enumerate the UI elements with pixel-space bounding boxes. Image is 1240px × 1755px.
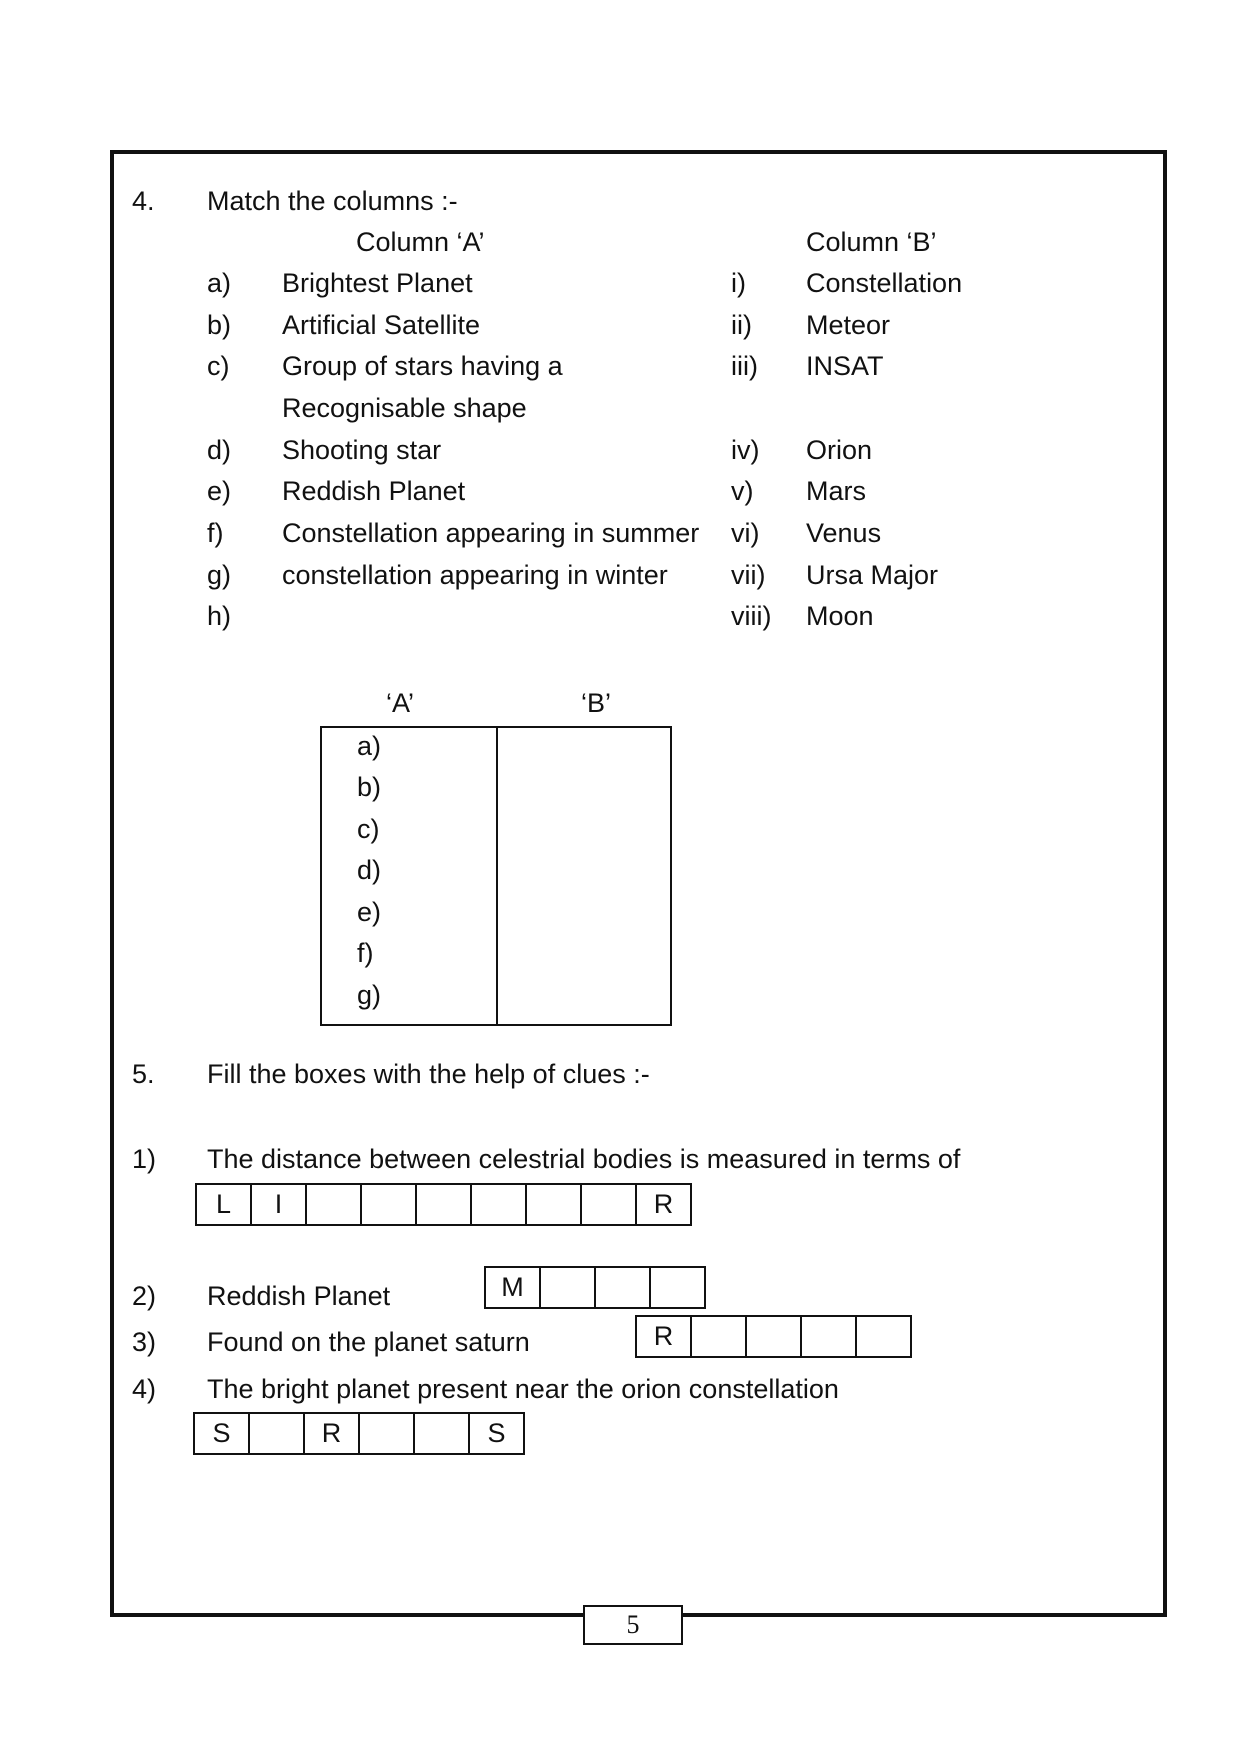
clue-number: 3): [132, 1327, 157, 1357]
column-b-text: Constellation: [806, 268, 963, 298]
answer-table-head-b: ‘B’: [581, 688, 612, 718]
letter-box[interactable]: [415, 1183, 472, 1226]
answer-table-divider: [496, 726, 498, 1026]
letter-box[interactable]: S: [193, 1412, 250, 1455]
column-b-text: Mars: [806, 476, 866, 506]
column-a-label: g): [207, 560, 232, 590]
letter-box[interactable]: [690, 1315, 747, 1358]
clue-text: Found on the planet saturn: [207, 1327, 530, 1357]
column-a-label: a): [207, 268, 232, 298]
column-a-text: Constellation appearing in summer: [282, 518, 700, 548]
letter-box[interactable]: [525, 1183, 582, 1226]
column-a-text: Brightest Planet: [282, 268, 473, 298]
column-b-label: v): [731, 476, 754, 506]
clue-text: The bright planet present near the orion constellation: [207, 1374, 839, 1404]
column-b-label: iii): [731, 351, 758, 381]
answer-table-row-label: d): [357, 855, 382, 885]
column-a-label: e): [207, 476, 232, 506]
letter-box[interactable]: [745, 1315, 802, 1358]
letter-box[interactable]: [470, 1183, 527, 1226]
column-b-label: vi): [731, 518, 760, 548]
column-b-label: viii): [731, 601, 772, 631]
question-5-number: 5.: [132, 1059, 155, 1089]
column-b-text: Venus: [806, 518, 882, 548]
letter-box[interactable]: M: [484, 1266, 541, 1309]
letter-box[interactable]: [305, 1183, 362, 1226]
column-a-text: Reddish Planet: [282, 476, 466, 506]
letter-box[interactable]: [594, 1266, 651, 1309]
letter-box[interactable]: [360, 1183, 417, 1226]
answer-table-row-label: e): [357, 897, 382, 927]
column-a-label: h): [207, 601, 232, 631]
column-b-label: i): [731, 268, 746, 298]
column-b-label: ii): [731, 310, 752, 340]
column-a-text-continued: Recognisable shape: [282, 393, 527, 423]
answer-boxes-clue-2: [484, 1266, 704, 1309]
letter-box[interactable]: [539, 1266, 596, 1309]
letter-box[interactable]: S: [468, 1412, 525, 1455]
letter-box[interactable]: [413, 1412, 470, 1455]
column-b-text: Moon: [806, 601, 874, 631]
clue-number: 1): [132, 1144, 157, 1174]
column-a-label: c): [207, 351, 230, 381]
page-number: 5: [583, 1605, 683, 1645]
answer-boxes-clue-3: [635, 1315, 910, 1358]
letter-box[interactable]: [358, 1412, 415, 1455]
column-b-label: iv): [731, 435, 760, 465]
column-a-label: b): [207, 310, 232, 340]
column-a-label: d): [207, 435, 232, 465]
letter-box[interactable]: [248, 1412, 305, 1455]
column-b-text: INSAT: [806, 351, 884, 381]
column-a-text: Shooting star: [282, 435, 442, 465]
question-4-title: Match the columns :-: [207, 186, 458, 216]
column-a-text: Artificial Satellite: [282, 310, 481, 340]
letter-box[interactable]: [649, 1266, 706, 1309]
column-b-text: Meteor: [806, 310, 891, 340]
column-b-text: Orion: [806, 435, 873, 465]
column-a-text: Group of stars having a: [282, 351, 563, 381]
clue-number: 4): [132, 1374, 157, 1404]
column-b-heading: Column ‘B’: [806, 227, 937, 257]
answer-table-row-label: f): [357, 938, 374, 968]
letter-box[interactable]: [855, 1315, 912, 1358]
letter-box[interactable]: L: [195, 1183, 252, 1226]
column-a-text: constellation appearing in winter: [282, 560, 668, 590]
clue-number: 2): [132, 1281, 157, 1311]
clue-text: Reddish Planet: [207, 1281, 391, 1311]
answer-table-row-label: b): [357, 772, 382, 802]
clue-text: The distance between celestrial bodies is measured in terms of: [207, 1144, 961, 1174]
answer-table-row-label: a): [357, 731, 382, 761]
column-a-heading: Column ‘A’: [356, 227, 485, 257]
column-a-label: f): [207, 518, 224, 548]
letter-box[interactable]: I: [250, 1183, 307, 1226]
answer-table-row-label: g): [357, 980, 382, 1010]
answer-boxes-clue-4: [193, 1412, 523, 1455]
column-b-text: Ursa Major: [806, 560, 939, 590]
letter-box[interactable]: [800, 1315, 857, 1358]
column-b-label: vii): [731, 560, 766, 590]
letter-box[interactable]: R: [635, 1315, 692, 1358]
answer-table-row-label: c): [357, 814, 380, 844]
question-4-number: 4.: [132, 186, 155, 216]
letter-box[interactable]: [580, 1183, 637, 1226]
letter-box[interactable]: R: [303, 1412, 360, 1455]
answer-table-head-a: ‘A’: [386, 688, 415, 718]
question-5-title: Fill the boxes with the help of clues :-: [207, 1059, 650, 1089]
answer-boxes-clue-1: [195, 1183, 690, 1226]
letter-box[interactable]: R: [635, 1183, 692, 1226]
